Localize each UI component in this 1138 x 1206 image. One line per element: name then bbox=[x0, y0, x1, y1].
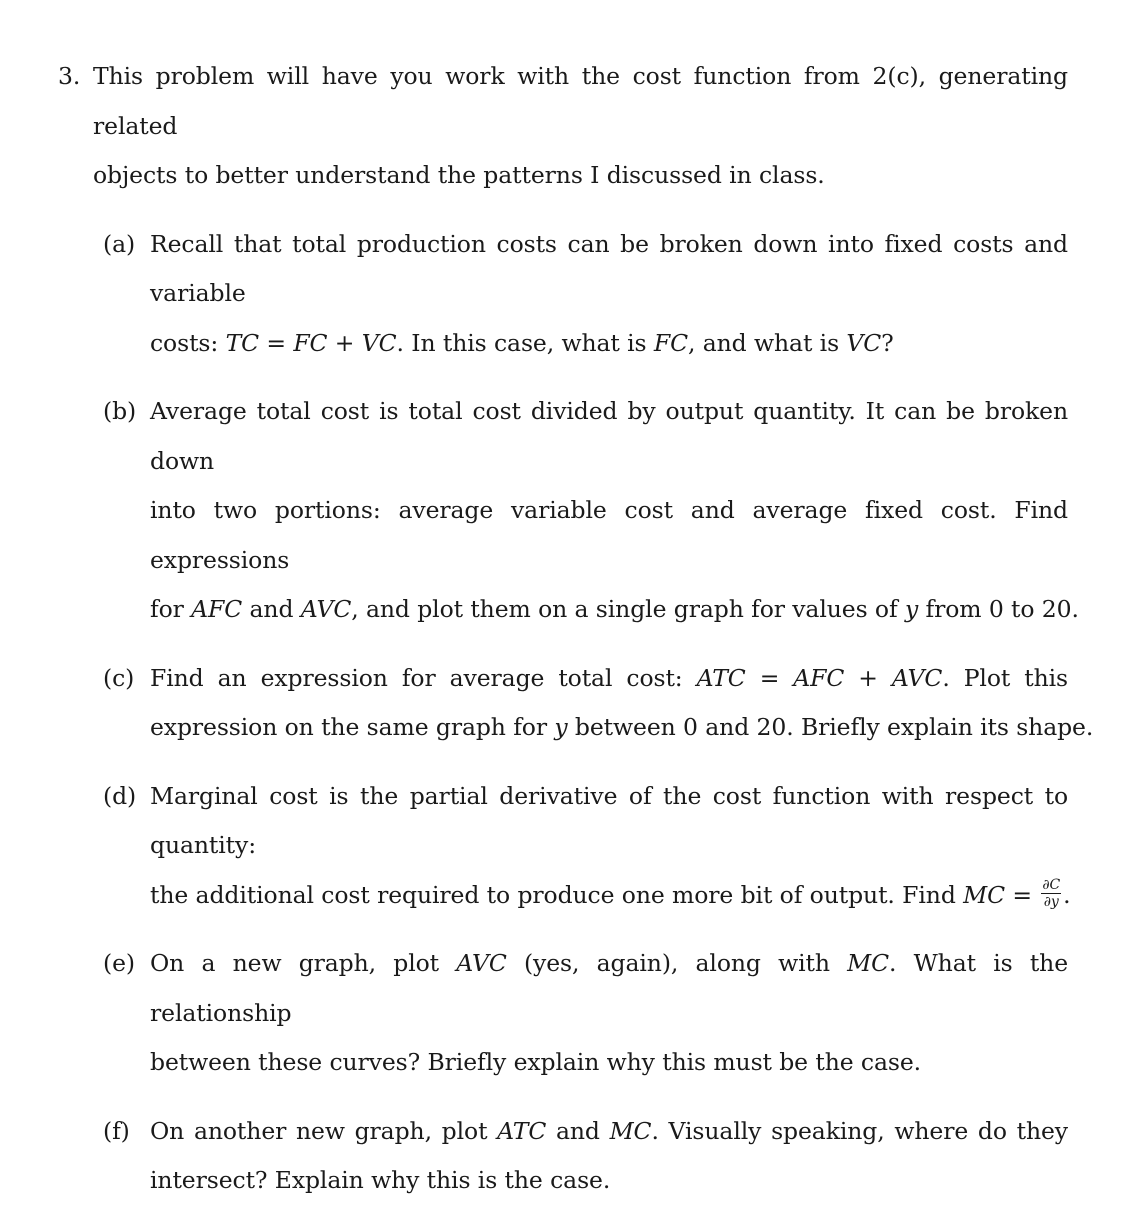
part-a bbox=[58, 220, 1068, 369]
part-d-text2-pre: the additional cost required to produce one more bit of output. Find bbox=[150, 880, 964, 909]
part-e-text1-end: . What is the relationship bbox=[150, 949, 1069, 1027]
problem-3 bbox=[58, 52, 1094, 1206]
symbol-vc: VC bbox=[846, 328, 882, 357]
part-a-line2 bbox=[58, 319, 1068, 369]
partial-derivative-fraction bbox=[1041, 878, 1061, 909]
problem-intro-text1: This problem will have you work with the cost function from 2(c), generating related bbox=[93, 62, 1068, 140]
part-e-text1-mid: (yes, again), along with bbox=[506, 949, 848, 977]
problem-intro-line1 bbox=[58, 52, 1068, 151]
part-c-text1-end: . Plot this bbox=[942, 663, 1068, 692]
part-a-text1: Recall that total production costs can be broken down into fixed costs and variable bbox=[150, 229, 1068, 307]
part-c-label: (c) bbox=[103, 663, 135, 692]
part-e bbox=[58, 939, 1068, 1088]
symbol-avc: AVC bbox=[300, 595, 352, 623]
part-b-text3-mid: , and plot them on a single graph for values of bbox=[351, 595, 905, 623]
part-b-text2: into two portions: average variable cost and average fixed cost. Find expressions bbox=[150, 496, 1068, 574]
part-b-line1 bbox=[58, 387, 1068, 486]
symbol-y: y bbox=[904, 595, 919, 623]
equation-tc: TC = FC + VC bbox=[225, 328, 397, 357]
part-d-text2-end: . bbox=[1063, 880, 1071, 909]
part-b-text3-pre: for bbox=[150, 595, 192, 623]
part-c-text1-pre: Find an expression for average total cost: bbox=[150, 663, 697, 692]
part-b-label: (b) bbox=[103, 397, 137, 425]
symbol-avc: AVC bbox=[456, 949, 507, 977]
symbol-atc: ATC bbox=[497, 1116, 547, 1145]
part-f-text1 bbox=[150, 1107, 1068, 1157]
fraction-denominator: ∂y bbox=[1043, 893, 1059, 910]
part-d-text1: Marginal cost is the partial derivative of the cost function with respect to quantity: bbox=[150, 781, 1068, 859]
part-b-text1: Average total cost is total cost divided by output quantity. It can be broken down bbox=[150, 397, 1068, 475]
problem-intro-line2: objects to better understand the patterns I discussed in class. bbox=[93, 161, 825, 189]
part-f-text1-end: . Visually speaking, where do they bbox=[651, 1116, 1068, 1145]
symbol-mc: MC bbox=[847, 949, 889, 977]
part-c-text2-pre: expression on the same graph for bbox=[150, 713, 555, 741]
symbol-mc: MC bbox=[609, 1116, 652, 1145]
part-a-text2-end: ? bbox=[881, 328, 894, 357]
part-a-label: (a) bbox=[103, 229, 136, 258]
part-c bbox=[58, 654, 1094, 753]
symbol-fc: FC bbox=[653, 328, 688, 357]
part-d-line1 bbox=[58, 772, 1068, 871]
part-d-line2 bbox=[58, 871, 1071, 921]
part-b-line2 bbox=[58, 486, 1068, 585]
symbol-afc: AFC bbox=[191, 595, 243, 623]
part-a-line1 bbox=[58, 220, 1068, 319]
part-e-label: (e) bbox=[103, 949, 135, 977]
part-a-text2-pre: costs: bbox=[150, 328, 226, 357]
part-d bbox=[58, 772, 1071, 921]
part-e-line1 bbox=[58, 939, 1068, 1038]
part-b-text3-and: and bbox=[242, 595, 301, 623]
part-c-text1 bbox=[150, 654, 1068, 704]
part-c-line1 bbox=[58, 654, 1068, 704]
symbol-y: y bbox=[554, 713, 568, 741]
part-e-text1 bbox=[150, 939, 1068, 1038]
part-b-line3 bbox=[58, 585, 1079, 635]
part-c-line2 bbox=[58, 703, 1094, 753]
part-f-line1 bbox=[58, 1107, 1068, 1157]
part-f-text1-pre: On another new graph, plot bbox=[150, 1116, 498, 1145]
fraction-numerator: ∂C bbox=[1042, 876, 1061, 893]
part-f-line2: intersect? Explain why this is the case. bbox=[150, 1166, 611, 1194]
part-a-text2-mid: . In this case, what is bbox=[396, 328, 654, 357]
equation-atc: ATC = AFC + AVC bbox=[696, 663, 943, 692]
part-b-text3-end: from 0 to 20. bbox=[918, 595, 1079, 623]
part-b bbox=[58, 387, 1079, 635]
symbol-mc: MC bbox=[963, 880, 1005, 909]
part-e-text1-pre: On a new graph, plot bbox=[150, 949, 457, 977]
part-f bbox=[58, 1107, 1068, 1206]
part-f-text1-and: and bbox=[546, 1116, 610, 1145]
part-e-line2: between these curves? Briefly explain why this must be the case. bbox=[150, 1048, 922, 1076]
equals-sign: = bbox=[1004, 880, 1040, 909]
part-f-label: (f) bbox=[103, 1116, 130, 1145]
part-c-text2-end: between 0 and 20. Briefly explain its shape. bbox=[567, 713, 1094, 741]
part-a-text2-and: , and what is bbox=[687, 328, 847, 357]
problem-number: 3. bbox=[58, 62, 81, 90]
part-d-label: (d) bbox=[103, 781, 137, 810]
